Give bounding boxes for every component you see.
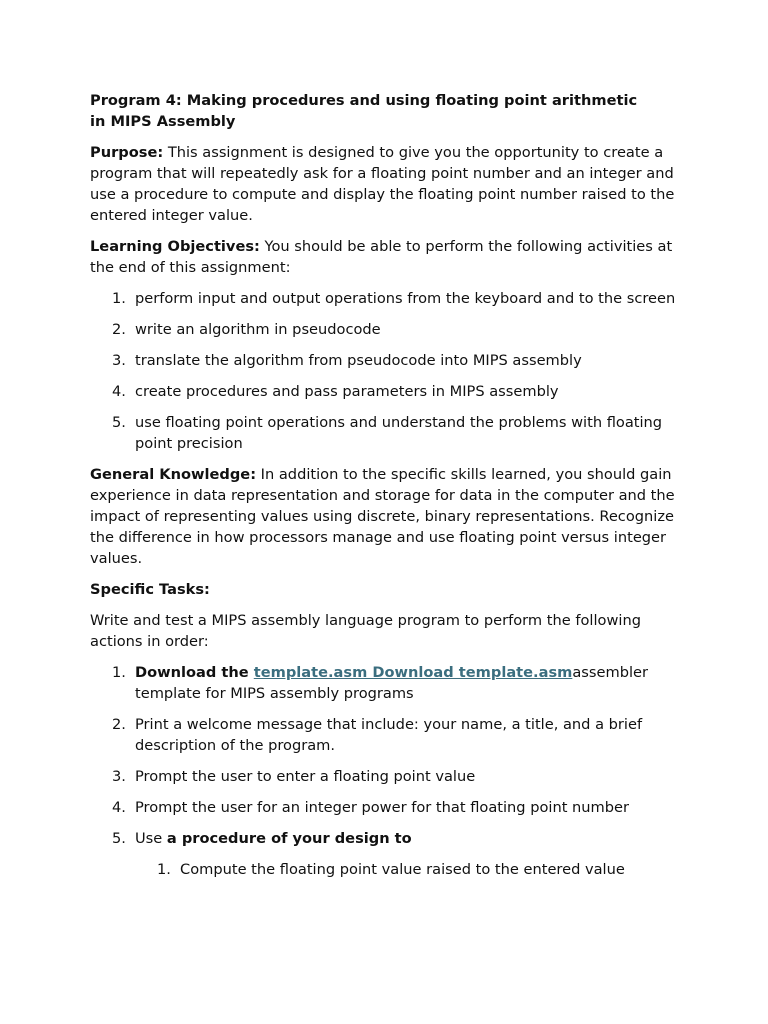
list-number: 4. xyxy=(112,799,126,816)
list-number: 3. xyxy=(112,768,126,785)
list-text: Print a welcome message that include: your name, a title, and a brief description of the program. xyxy=(135,716,643,754)
tasks-intro: Write and test a MIPS assembly language program to perform the following actions in order: xyxy=(90,612,641,650)
list-text: Use xyxy=(135,830,167,847)
tasks-label: Specific Tasks: xyxy=(90,581,210,598)
list-item xyxy=(90,288,680,309)
list-text: translate the algorithm from pseudocode into MIPS assembly xyxy=(135,352,582,369)
list-text: Compute the floating point value raised to the entered value xyxy=(180,861,625,878)
list-item xyxy=(90,662,680,704)
list-number: 2. xyxy=(112,716,126,733)
objectives-label: Learning Objectives: xyxy=(90,238,260,255)
list-number: 5. xyxy=(112,414,126,431)
general-text: In addition to the specific skills learned, you should gain experience in data representation and storage for data in the computer and the impact of representing values using discrete, binary representations. Recognize the difference in how processors manage and use floating point versus integer values. xyxy=(90,466,675,567)
general-knowledge-paragraph xyxy=(90,464,680,569)
list-item xyxy=(90,714,680,756)
list-item xyxy=(90,797,680,818)
download-label: Download the xyxy=(135,664,254,681)
document-title xyxy=(90,90,680,132)
list-text: use floating point operations and understand the problems with floating point precision xyxy=(135,414,663,452)
list-item xyxy=(90,319,680,340)
list-text: create procedures and pass parameters in MIPS assembly xyxy=(135,383,559,400)
list-item xyxy=(90,350,680,371)
objectives-list xyxy=(90,288,680,454)
list-number: 4. xyxy=(112,383,126,400)
list-text: assembler template for MIPS assembly programs xyxy=(135,664,648,702)
objectives-paragraph xyxy=(90,236,680,278)
list-number: 2. xyxy=(112,321,126,338)
document-page xyxy=(90,90,680,890)
title-line-2: in MIPS Assembly xyxy=(90,113,236,130)
procedure-emphasis: a procedure of your design to xyxy=(166,830,412,847)
list-number: 1. xyxy=(112,664,126,681)
list-item xyxy=(90,828,680,880)
tasks-list xyxy=(90,662,680,880)
title-line-1: Program 4: Making procedures and using floating point arithmetic xyxy=(90,92,638,109)
purpose-text: This assignment is designed to give you the opportunity to create a program that will repeatedly ask for a floating point number and an integer and use a procedure to compute and display the floating point number raised to the entered integer value. xyxy=(90,144,675,224)
list-number: 1. xyxy=(157,861,171,878)
general-label: General Knowledge: xyxy=(90,466,257,483)
list-item xyxy=(90,766,680,787)
list-number: 3. xyxy=(112,352,126,369)
purpose-paragraph xyxy=(90,142,680,226)
list-item xyxy=(90,381,680,402)
objectives-text: You should be able to perform the following activities at the end of this assignment: xyxy=(90,238,673,276)
list-text: write an algorithm in pseudocode xyxy=(135,321,381,338)
specific-tasks-heading xyxy=(90,579,680,600)
list-text: perform input and output operations from the keyboard and to the screen xyxy=(135,290,676,307)
template-download-link[interactable]: template.asm Download template.asm xyxy=(253,664,573,681)
list-text: Prompt the user to enter a floating point value xyxy=(135,768,476,785)
purpose-label: Purpose: xyxy=(90,144,164,161)
list-text: Prompt the user for an integer power for that floating point number xyxy=(135,799,630,816)
list-item xyxy=(90,412,680,454)
list-number: 5. xyxy=(112,830,126,847)
list-item xyxy=(135,859,680,880)
list-number: 1. xyxy=(112,290,126,307)
sub-list xyxy=(135,859,680,880)
